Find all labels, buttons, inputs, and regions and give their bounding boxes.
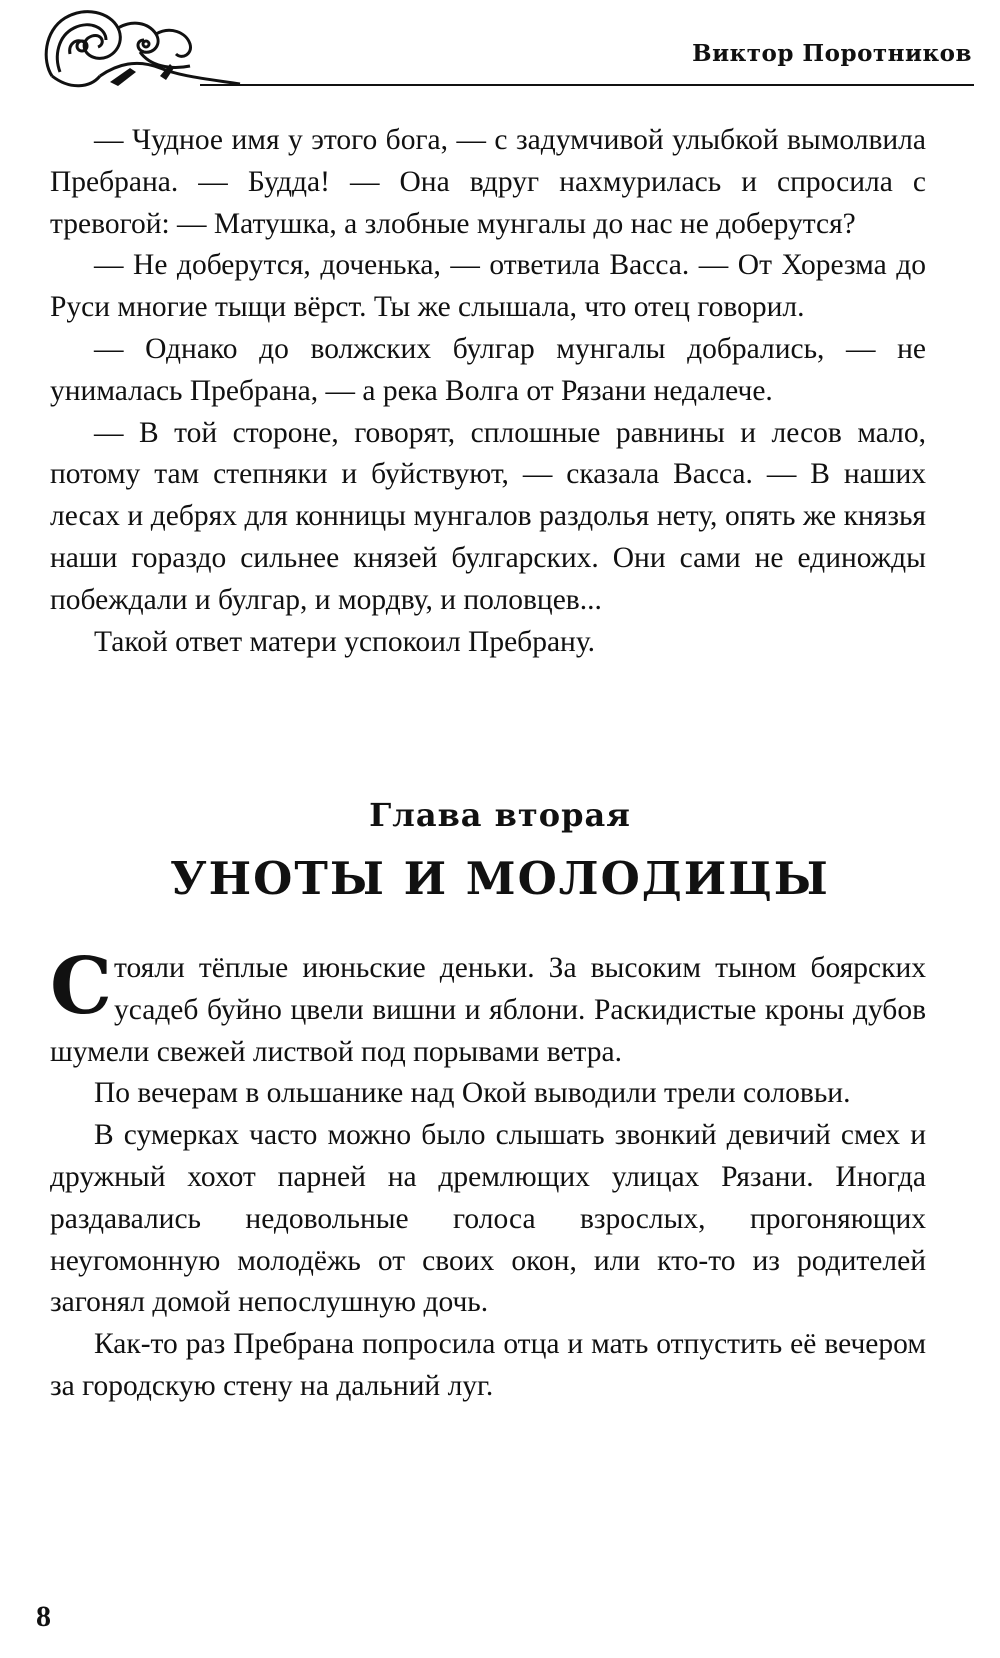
paragraph: Такой ответ матери успокоил Пребрану. [94,625,595,658]
header-author: Виктор Поротников [692,40,972,67]
text-block-bottom [50,941,926,1408]
paragraph: — Не доберутся, доченька, — ответила Васса. — От Хорезма до Руси многие тыщи вёрст. Ты же слышала, что отец говорил. [50,249,926,324]
first-paragraph [50,941,926,1073]
text-block-top [50,120,926,663]
chapter-number: Глава вторая [369,796,631,834]
chapter-title: УНОТЫ И МОЛОДИЦЫ [170,852,830,905]
paragraph: Как-то раз Пребрана попросила отца и мать отпустить её вечером за городскую стену на дальний луг. [50,1328,926,1402]
paragraph: По вечерам в ольшанике над Окой выводили трели соловьи. [94,1077,851,1110]
ornament-icon [40,6,250,92]
paragraph: В сумерках часто можно было слышать звонкий девичий смех и дружный хохот парней на дремлющих улицах Рязани. Иногда раздавались недовольные голоса взрослых, прогоняющих неугомонную молодёжь от своих окон, или кто-то из родителей загонял домой непослушную дочь. [50,1119,926,1319]
paragraph: — Однако до волжских булгар мунгалы добрались, — не унималась Пребрана, — а река Волга от Рязани недалече. [50,332,926,407]
drop-cap: С [50,941,113,1032]
header-rule [200,84,974,86]
page-number: 8 [36,1600,51,1633]
first-paragraph-text: тояли тёплые июньские деньки. За высоким тыном боярских усадеб буйно цвели вишни и яблони. Раскидистые кроны дубов шумели свежей листвой под порывами ветра. [50,952,926,1068]
paragraph: — В той стороне, говорят, сплошные равнины и лесов мало, потому там степняки и буйствуют, — сказала Васса. — В наших лесах и дебрях для конницы мунгалов раздолья нету, опять же князья наши гораздо сильнее князей булгарских. Они сами не единожды побеждали и булгар, и мордву, и половцев... [50,416,926,616]
running-header [40,0,980,100]
paragraph: — Чудное имя у этого бога, — с задумчивой улыбкой вымолвила Пребрана. — Будда! — Она вдруг нахмурилась и спросила с тревогой: — Матушка, а злобные мунгалы до нас не доберутся? [50,124,926,240]
